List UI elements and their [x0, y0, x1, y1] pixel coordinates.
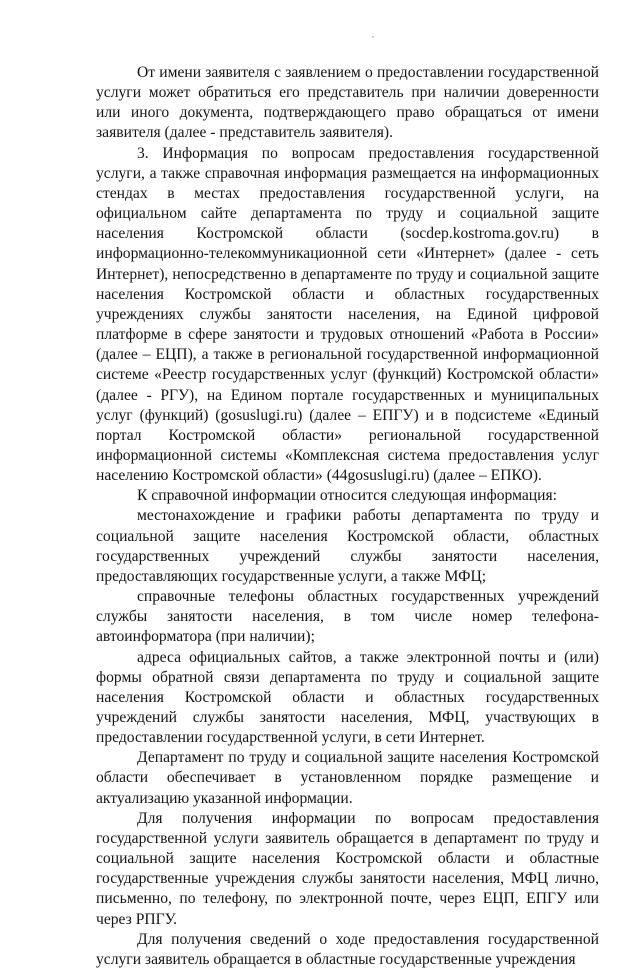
scan-speck	[372, 36, 374, 38]
paragraph-department-duties: Департамент по труду и социальной защите населения Костромской области обеспечивает в установленном порядке размещение и актуализацию указанной информации.	[96, 749, 599, 807]
document-body	[96, 63, 599, 970]
paragraph-location-schedule: местонахождение и графики работы департамента по труду и социальной защите населения Костромской области, областных государственных учреждений службы занятости населения, предоставляющих государственные услуги, а также МФЦ;	[96, 507, 599, 585]
paragraph-progress-information: Для получения сведений о ходе предоставления государственной услуги заявитель обращается в областные государственные учреждения	[96, 930, 599, 968]
paragraph-obtaining-information: Для получения информации по вопросам предоставления государственной услуги заявитель обращается в департамент по труду и социальной защите населения Костромской области и областные государственные учреждения службы занятости населения, МФЦ лично, письменно, по телефону, по электронной почте, через ЕЦП, ЕПГУ или через РПГУ.	[96, 809, 599, 928]
paragraph-information-placement: 3. Информация по вопросам предоставления государственной услуги, а также справочная информация размещается на информационных стендах в местах предоставления государственной услуги, на официальном сайте департамента по труду и социальной защите населения Костромской области (socdep.kostroma.gov.ru) в информационно-телекоммуникационной сети «Интернет» (далее - сеть Интернет), непосредственно в департаменте по труду и социальной защите населения Костромской области и областных государственных учреждениях службы занятости населения, на Единой цифровой платформе в сфере занятости и трудовых отношений «Работа в России» (далее – ЕЦП), а также в региональной государственной информационной системе «Реестр государственных услуг (функций) Костромской области» (далее - РГУ), на Едином портале государственных и муниципальных услуг (функций) (gosuslugi.ru) (далее – ЕПГУ) и в подсистеме «Единый портал Костромской области» региональной государственной информационной системы «Комплексная система предоставления услуг населению Костромской области» (44gosuslugi.ru) (далее – ЕПКО).	[96, 144, 599, 485]
paragraph-reference-info-intro: К справочной информации относится следующая информация:	[137, 487, 557, 505]
paragraph-website-addresses: адреса официальных сайтов, а также электронной почты и (или) формы обратной связи департамента по труду и социальной защите населения Костромской области и областных государственных учреждений службы занятости населения, МФЦ, участвующих в предоставлении государственной услуги, в сети Интернет.	[96, 648, 599, 747]
paragraph-reference-phones: справочные телефоны областных государственных учреждений службы занятости населения, в том числе номер телефона-автоинформатора (при наличии);	[96, 588, 599, 646]
paragraph-representative: От имени заявителя с заявлением о предоставлении государственной услуги может обратиться его представитель при наличии доверенности или иного документа, подтверждающего право обращаться от имени заявителя (далее - представитель заявителя).	[96, 64, 599, 142]
